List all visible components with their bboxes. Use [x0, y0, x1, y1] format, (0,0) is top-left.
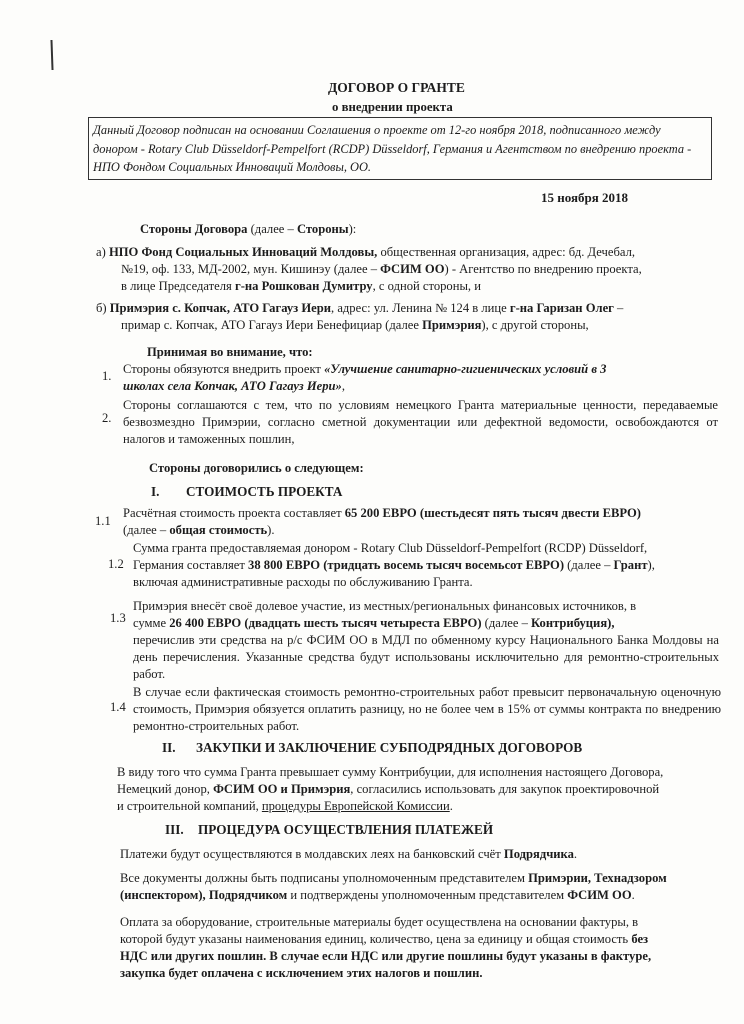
document-date: 15 ноября 2018 — [541, 190, 629, 205]
agreed-heading: Стороны договорились о следующем: — [149, 461, 364, 475]
section-2-title: ЗАКУПКИ И ЗАКЛЮЧЕНИЕ СУБПОДРЯДНЫХ ДОГОВОРОВ — [196, 740, 583, 755]
clause-1-2-line3: включая административные расходы по обслуживанию Гранта. — [133, 575, 473, 589]
clause-1-2-line2: Германия составляет 38 800 ЕВРО (тридцать восемь тысяч восемьсот ЕВРО) (далее – Грант), — [133, 558, 655, 572]
clause-1-1-number: 1.1 — [95, 514, 111, 528]
document-subtitle: о внедрении проекта — [332, 100, 453, 114]
considering-item-1-line1: Стороны обязуются внедрить проект «Улучшение санитарно-гигиенических условий в 3 — [123, 362, 607, 376]
section-3-paragraph-3-line4: закупка будет оплачена с исключением этих налогов и пошлин. — [120, 966, 483, 980]
section-3-paragraph-2-line2: (инспектором), Подрядчиком и подтверждены уполномоченным представителем ФСИМ ОО. — [120, 888, 635, 902]
party-a-line1: а) НПО Фонд Социальных Инноваций Молдовы, общественная организация, адрес: бд. Дечебал, — [96, 245, 636, 259]
section-2-number: II. — [162, 740, 176, 755]
pen-mark — [50, 40, 53, 70]
party-a-line2: №19, оф. 133, МД-2002, мун. Кишинэу (далее – ФСИМ ОО) - Агентство по внедрению проекта, — [121, 262, 642, 276]
preamble-box: Данный Договор подписан на основании Соглашения о проекте от 12-го ноября 2018, подписанного между донором - Rotary Club Düsseldorf-Pempelfort (RCDP) Düsseldorf, Германия и Агентством по внедрению проекта - НПО Фондом Социальных Инноваций Молдовы, ОО. — [88, 117, 712, 180]
considering-item-1-line2: школах села Копчак, АТО Гагауз Иери», — [123, 379, 345, 393]
clause-1-4-text: В случае если фактическая стоимость ремонтно-строительных работ превысит первоначальную оценочную стоимость, Примэрия обязуется оплатить разницу, но не более чем в 15% от суммы контракта по внедрению ремонтно-строительных работ. — [133, 685, 721, 733]
clause-1-3-line1: Примэрия внесёт своё долевое участие, из местных/региональных финансовых источников, в — [133, 599, 637, 613]
section-3-paragraph-3-line3: НДС или других пошлин. В случае если НДС или другие пошлины будут указаны в фактуре, — [120, 949, 652, 963]
clause-1-1-line2: (далее – общая стоимость). — [123, 523, 275, 537]
section-3-paragraph-1: Платежи будут осуществляются в молдавских леях на банковский счёт Подрядчика. — [120, 847, 578, 861]
section-3-paragraph-3-line1: Оплата за оборудование, строительные материалы будет осуществлена на основании фактуры, в — [120, 915, 639, 929]
considering-item-2-number: 2. — [102, 411, 112, 425]
clause-1-3-number: 1.3 — [110, 611, 126, 625]
section-1-number: I. — [151, 484, 160, 499]
section-3-title: ПРОЦЕДУРА ОСУЩЕСТВЛЕНИЯ ПЛАТЕЖЕЙ — [198, 822, 494, 837]
clause-1-2-number: 1.2 — [108, 557, 124, 571]
section-2-line2: Немецкий донор, ФСИМ ОО и Примэрия, согласились использовать для закупок проектировочной — [117, 782, 660, 796]
party-a-line3: в лице Председателя г-на Рошкован Думитру, с одной стороны, и — [121, 279, 481, 293]
section-3-paragraph-2-line1: Все документы должны быть подписаны уполномоченным представителем Примэрии, Технадзором — [120, 871, 667, 885]
section-2-line3: и строительной компаний, процедуры Европейской Комиссии. — [117, 799, 453, 813]
clause-1-1-line1: Расчётная стоимость проекта составляет 65 200 ЕВРО (шестьдесят пять тысяч двести ЕВРО) — [123, 506, 641, 520]
considering-heading: Принимая во внимание, что: — [147, 345, 313, 359]
considering-item-2-text: Стороны соглашаются с тем, что по условиям немецкого Гранта материальные ценности, передаваемые безвозмездно Примэрии, согласно сметной документации или дефектной ведомости, освобождаются от налогов и таможенных пошлин, — [123, 398, 718, 446]
section-1-title: СТОИМОСТЬ ПРОЕКТА — [186, 484, 343, 499]
considering-item-1-number: 1. — [102, 369, 112, 383]
clause-1-2-line1: Сумма гранта предоставляемая донором - Rotary Club Düsseldorf-Pempelfort (RCDP) Düsseldorf, — [133, 541, 648, 555]
clause-1-3-line2: сумме 26 400 ЕВРО (двадцать шесть тысяч четыреста ЕВРО) (далее – Контрибуция), — [133, 616, 615, 630]
ec-procedures-link: процедуры Европейской Комиссии — [261, 799, 450, 813]
clause-1-4-number: 1.4 — [110, 700, 126, 714]
section-2-line1: В виду того что сумма Гранта превышает сумму Контрибуции, для исполнения настоящего Договора, — [117, 765, 664, 779]
document-title: ДОГОВОР О ГРАНТЕ — [328, 80, 465, 95]
parties-heading: Стороны Договора (далее – Стороны): — [140, 222, 357, 236]
clause-1-3-rest: перечислив эти средства на р/с ФСИМ ОО в МДЛ по обменному курсу Национального Банка Молдовы на день перечисления. Указанные средства будут использованы исключительно для ремонтно-строительных работ. — [133, 633, 719, 681]
section-3-paragraph-3-line2: которой будут указаны наименования единиц, количество, цена за единицу и общая стоимость без — [120, 932, 649, 946]
section-3-number: III. — [165, 822, 184, 837]
party-b-line1: б) Примэрия с. Копчак, АТО Гагауз Иери, адрес: ул. Ленина № 124 в лице г-на Гаризан Олег – — [96, 301, 624, 315]
party-b-line2: примар с. Копчак, АТО Гагауз Иери Бенефициар (далее Примэрия), с другой стороны, — [121, 318, 589, 332]
